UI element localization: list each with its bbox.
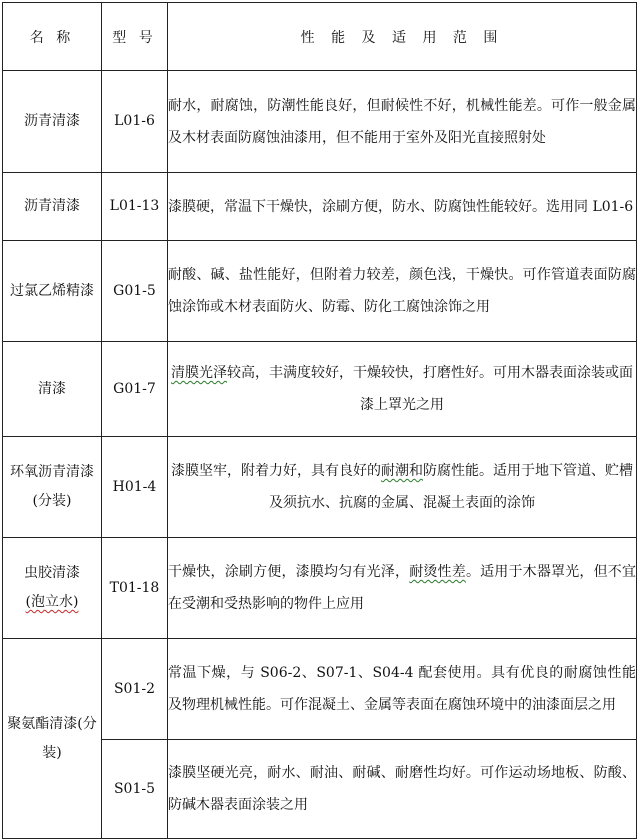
grammar-flagged-text: 清膜光泽 — [171, 365, 227, 381]
description-text: 。适用于木器罩光，但不宜在受潮和受热影响的物件上应用 — [168, 564, 636, 612]
cell-description: 漆膜硬，常温下干燥快，涂刷方便，防水、防腐蚀性能较好。选用同 L01-6 — [168, 173, 637, 241]
header-usage: 性 能 及 适 用 范 围 — [168, 3, 637, 71]
cell-description: 耐水，耐腐蚀，防潮性能良好，但耐候性不好，机械性能差。可作一般金属及木材表面防腐蚀油漆用，但不能用于室外及阳光直接照射处 — [168, 71, 637, 173]
table-row — [3, 71, 637, 173]
cell-model: G01-5 — [102, 241, 168, 342]
description-text: 漆膜坚牢，附着力好，具有良好的 — [171, 463, 381, 479]
header-row — [3, 3, 637, 71]
cell-model: L01-13 — [102, 173, 168, 241]
cell-description: 耐酸、碱、盐性能好，但附着力较差，颜色浅，干燥快。可作管道表面防腐蚀涂饰或木材表面防火、防霉、防化工腐蚀涂饰之用 — [168, 241, 637, 342]
cell-name: 聚氨酯清漆(分装) — [3, 639, 102, 839]
table-row — [3, 639, 637, 740]
table-row — [3, 342, 637, 437]
cell-name: 过氯乙烯精漆 — [3, 241, 102, 342]
table-row — [3, 241, 637, 342]
description-text: 干燥快，涂刷方便，漆膜均匀有光泽， — [168, 564, 410, 580]
cell-description: 常温下燥，与 S06-2、S07-1、S04-4 配套使用。具有优良的耐腐蚀性能及物理机械性能。可作混凝土、金属等表面在腐蚀环境中的油漆面层之用 — [168, 639, 637, 740]
description-text: 较高，丰满度较好，干燥较快，打磨性好。可用木器表面涂装或面漆上罩光之用 — [227, 365, 633, 413]
cell-name: 清漆 — [3, 342, 102, 437]
cell-description — [168, 342, 637, 437]
cell-model: G01-7 — [102, 342, 168, 437]
cell-description — [168, 437, 637, 538]
grammar-flagged-text: 耐潮和 — [381, 463, 423, 479]
description-text: 防腐性能。适用于地下管道、贮槽及须抗水、抗腐的金属、混凝土表面的涂饰 — [269, 463, 633, 511]
cell-name — [3, 538, 102, 639]
cell-name: 沥青清漆 — [3, 173, 102, 241]
cell-name: 环氧沥青清漆(分装) — [3, 437, 102, 538]
header-name: 名 称 — [3, 3, 102, 71]
cell-name: 沥青清漆 — [3, 71, 102, 173]
table-row — [3, 173, 637, 241]
paint-properties-table — [2, 2, 637, 839]
cell-model: L01-6 — [102, 71, 168, 173]
cell-model: H01-4 — [102, 437, 168, 538]
cell-description — [168, 538, 637, 639]
header-model: 型 号 — [102, 3, 168, 71]
spell-flagged-text: (泡立水) — [25, 594, 79, 610]
cell-model: T01-18 — [102, 538, 168, 639]
table-row — [3, 437, 637, 538]
cell-description: 漆膜坚硬光亮，耐水、耐油、耐碱、耐磨性均好。可作运动场地板、防酸、防碱木器表面涂装之用 — [168, 740, 637, 839]
grammar-flagged-text: 耐烫性差 — [409, 564, 466, 580]
table-row — [3, 538, 637, 639]
name-text: 虫胶清漆 — [24, 565, 80, 581]
cell-model: S01-5 — [102, 740, 168, 839]
cell-model: S01-2 — [102, 639, 168, 740]
